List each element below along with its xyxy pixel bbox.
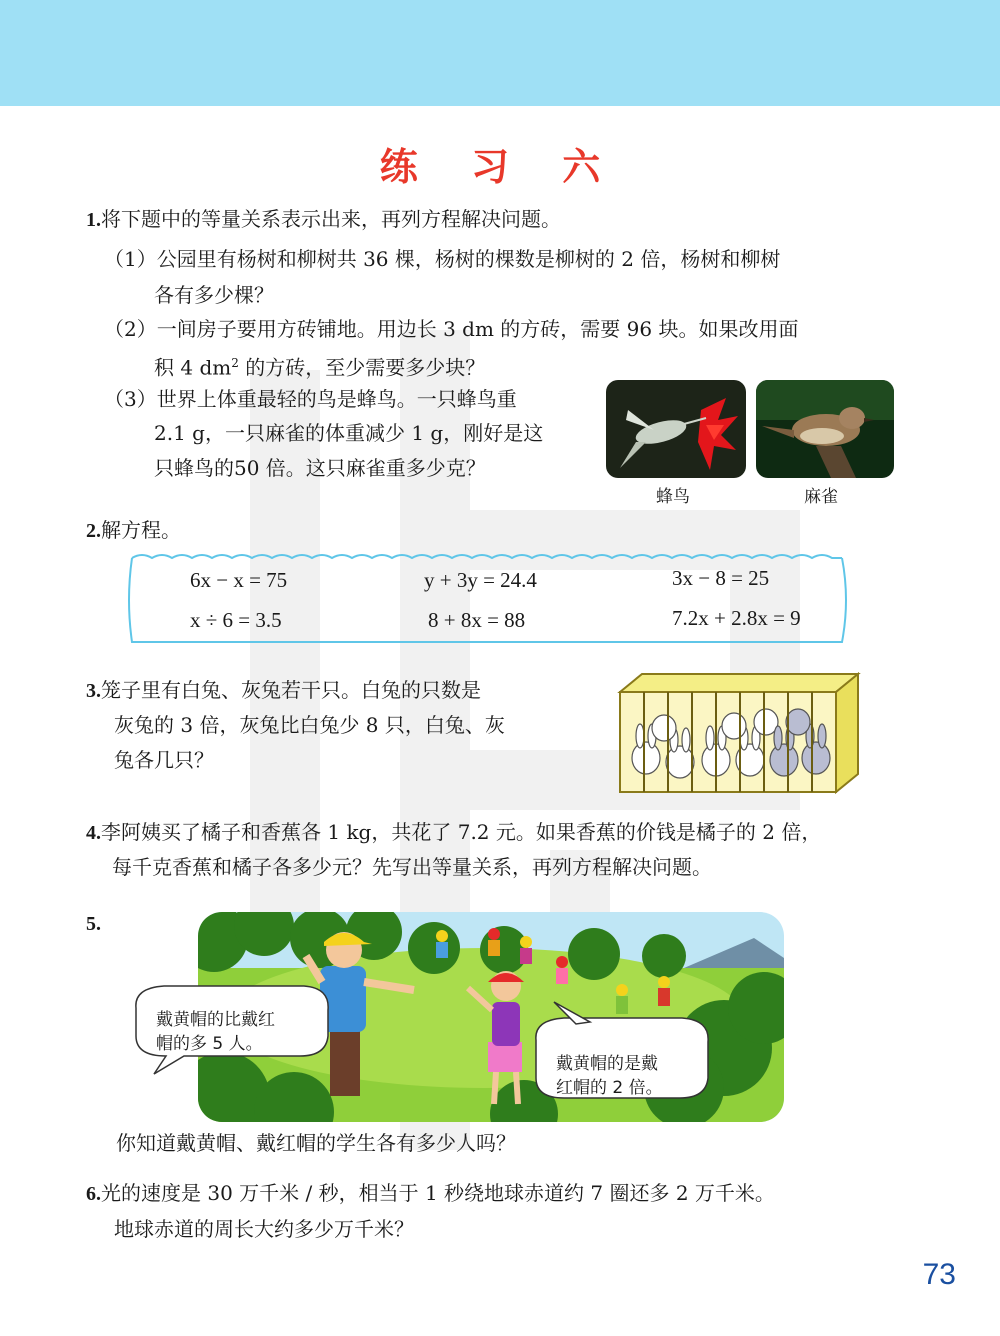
equation-2: y + 3y = 24.4 — [424, 568, 537, 592]
equation-1: 6x − x = 75 — [190, 568, 288, 592]
q1-sub2-line1: （2）一间房子要用方砖铺地。用边长 3 dm 的方砖，需要 96 块。如果改用面 — [104, 317, 799, 341]
q6-line2: 地球赤道的周长大约多少万千米？ — [114, 1217, 414, 1241]
q1-sub3-line2: 2.1 g，一只麻雀的体重减少 1 g，刚好是这 — [154, 421, 544, 445]
equation-4: x ÷ 6 = 3.5 — [190, 608, 282, 632]
rabbit-cage-illustration — [616, 670, 862, 796]
q2-stem: 2.解方程。 — [86, 518, 181, 542]
q1-sub3-line3: 只蜂鸟的50 倍。这只麻雀重多少克？ — [154, 456, 486, 480]
q3-line3: 兔各几只？ — [114, 748, 214, 772]
q1-stem: 1.将下题中的等量关系表示出来，再列方程解决问题。 — [86, 207, 561, 231]
q1-sub1-line2: 各有多少棵？ — [154, 283, 274, 307]
equation-3: 3x − 8 = 25 — [672, 566, 770, 590]
q3-line2: 灰兔的 3 倍，灰兔比白兔少 8 只，白兔、灰 — [114, 713, 505, 737]
q5-question: 你知道戴黄帽、戴红帽的学生各有多少人吗？ — [116, 1131, 516, 1155]
q5-number: 5. — [86, 913, 101, 935]
q4-line1: 4.李阿姨买了橘子和香蕉各 1 kg，共花了 7.2 元。如果香蕉的价钱是橘子的 2 倍， — [86, 820, 822, 844]
speech-bubble-boy: 戴黄帽的比戴红 帽的多 5 人。 — [156, 1010, 275, 1054]
page-title: 练 习 六 — [379, 145, 621, 189]
q1-sub3-line1: （3）世界上体重最轻的鸟是蜂鸟。一只蜂鸟重 — [104, 387, 517, 411]
sparrow-photo — [756, 380, 894, 478]
speech-bubble-girl: 戴黄帽的是戴 红帽的 2 倍。 — [556, 1054, 663, 1098]
q6-line1: 6.光的速度是 30 万千米 / 秒，相当于 1 秒绕地球赤道约 7 圈还多 2 万千米。 — [86, 1181, 775, 1205]
q1-sub2-line2: 积 4 $dm^2$ 的方砖，至少需要多少块？ — [154, 355, 486, 380]
sparrow-caption: 麻雀 — [804, 487, 838, 507]
header-band — [0, 0, 1000, 106]
q3-line1: 3.笼子里有白兔、灰兔若干只。白兔的只数是 — [86, 678, 481, 702]
equation-5: 8 + 8x = 88 — [428, 608, 526, 632]
page-number: 73 — [922, 1258, 956, 1291]
hummingbird-photo — [606, 380, 746, 478]
equation-6: 7.2x + 2.8x = 9 — [672, 606, 801, 630]
q4-line2: 每千克香蕉和橘子各多少元？先写出等量关系，再列方程解决问题。 — [112, 855, 712, 879]
q1-sub1-line1: （1）公园里有杨树和柳树共 36 棵，杨树的棵数是柳树的 2 倍，杨树和柳树 — [104, 247, 781, 271]
hummingbird-caption: 蜂鸟 — [656, 487, 690, 507]
